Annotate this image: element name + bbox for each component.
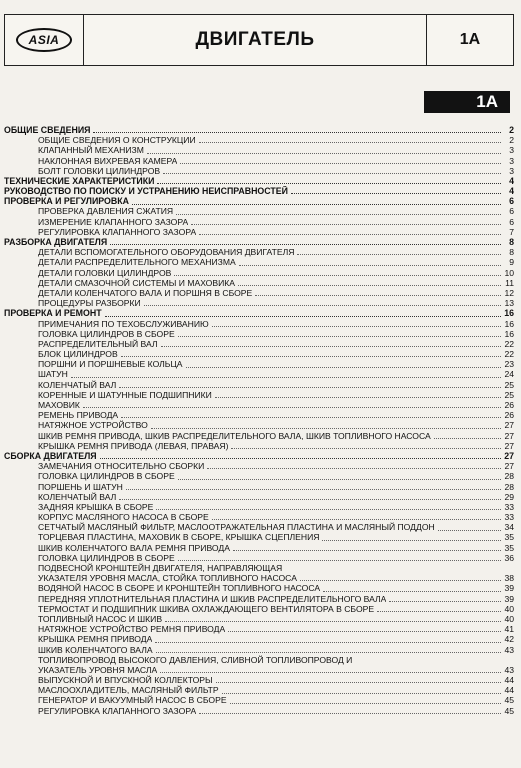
toc-entry-label: ШАТУН (38, 369, 68, 380)
dot-leader (297, 253, 501, 255)
dot-leader (157, 182, 501, 184)
toc-section-entry[interactable] (4, 196, 514, 206)
toc-page-number: 6 (509, 196, 514, 207)
toc-entry-label: НАТЯЖНОЕ УСТРОЙСТВО РЕМНЯ ПРИВОДА (38, 624, 226, 635)
toc-page-number: 8 (509, 247, 514, 258)
toc-page-number: 3 (509, 165, 514, 176)
toc-page-number: 7 (509, 226, 514, 237)
toc-entry-label: ТОПЛИВНЫЙ НАСОС И ШКИВ (38, 613, 163, 624)
toc-page-number: 40 (504, 603, 514, 614)
toc-page-number: 4 (509, 175, 514, 186)
toc-entry-label: СБОРКА ДВИГАТЕЛЯ (4, 450, 97, 461)
toc-entry[interactable] (4, 227, 514, 237)
toc-entry[interactable] (4, 441, 514, 451)
dot-leader (216, 681, 501, 683)
toc-entry[interactable] (4, 696, 514, 706)
dot-leader (222, 692, 501, 694)
toc-page-number: 35 (504, 532, 514, 543)
dot-leader (191, 223, 501, 225)
toc-entry[interactable] (4, 349, 514, 359)
dot-leader (438, 529, 501, 531)
toc-entry[interactable] (4, 502, 514, 512)
toc-entry-label: КРЫШКА РЕМНЯ ПРИВОДА (38, 634, 153, 645)
dot-leader (199, 233, 501, 235)
dot-leader (230, 702, 501, 704)
toc-entry[interactable] (4, 288, 514, 298)
toc-entry-label: КЛАПАННЫЙ МЕХАНИЗМ (38, 145, 144, 156)
toc-page-number: 6 (509, 216, 514, 227)
toc-page-number: 41 (504, 624, 514, 635)
dot-leader (176, 213, 501, 215)
toc-entry-label: РЕГУЛИРОВКА КЛАПАННОГО ЗАЗОРА (38, 226, 197, 237)
toc-entry-label: ДЕТАЛИ ВСПОМОГАТЕЛЬНОГО ОБОРУДОВАНИЯ ДВИГАТЕЛЯ (38, 247, 295, 258)
toc-page-number: 6 (509, 206, 514, 217)
toc-entry[interactable] (4, 573, 514, 583)
toc-page-number: 40 (504, 613, 514, 624)
dot-leader (212, 325, 501, 327)
toc-entry-label: УКАЗАТЕЛЯ УРОВНЯ МАСЛА, СТОЙКА ТОПЛИВНОГО НАСОСА (38, 573, 297, 584)
dot-leader (199, 141, 501, 143)
toc-page-number: 28 (504, 481, 514, 492)
toc-entry-label: ДЕТАЛИ КОЛЕНЧАТОГО ВАЛА И ПОРШНЯ В СБОРЕ (38, 287, 253, 298)
toc-page-number: 43 (504, 644, 514, 655)
toc-page-number: 45 (504, 705, 514, 716)
dot-leader (121, 355, 501, 357)
dot-leader (231, 447, 501, 449)
toc-page-number: 39 (504, 583, 514, 594)
toc-page-number: 26 (504, 410, 514, 421)
toc-entry-label: ПРОВЕРКА И РЕГУЛИРОВКА (4, 196, 129, 207)
toc-entry-label: КОЛЕНЧАТЫЙ ВАЛ (38, 491, 117, 502)
toc-entry[interactable] (4, 492, 514, 502)
toc-entry[interactable] (4, 268, 514, 278)
toc-page-number: 16 (504, 328, 514, 339)
toc-entry[interactable] (4, 543, 514, 553)
toc-entry[interactable] (4, 675, 514, 685)
toc-page-number: 44 (504, 675, 514, 686)
toc-entry[interactable] (4, 471, 514, 481)
toc-entry[interactable] (4, 380, 514, 390)
toc-entry[interactable] (4, 553, 514, 563)
toc-entry-label: МАСЛООХЛАДИТЕЛЬ, МАСЛЯНЫЙ ФИЛЬТР (38, 685, 219, 696)
dot-leader (228, 630, 501, 632)
dot-leader (180, 162, 501, 164)
dot-leader (144, 304, 501, 306)
toc-entry[interactable] (4, 461, 514, 471)
toc-entry-label: ТЕРМОСТАТ И ПОДШИПНИК ШКИВА ОХЛАЖДАЮЩЕГО ВЕНТИЛЯТОРА В СБОРЕ (38, 603, 375, 614)
toc-page-number: 3 (509, 155, 514, 166)
dot-leader (238, 284, 501, 286)
toc-entry-label: РАЗБОРКА ДВИГАТЕЛЯ (4, 237, 108, 248)
toc-page-number: 27 (504, 440, 514, 451)
dot-leader (155, 641, 501, 643)
toc-page-number: 22 (504, 338, 514, 349)
toc-entry[interactable] (4, 706, 514, 716)
toc-page-number: 35 (504, 542, 514, 553)
dot-leader (199, 712, 501, 714)
toc-entry[interactable] (4, 145, 514, 155)
dot-leader (389, 600, 501, 602)
dot-leader (71, 376, 501, 378)
dot-leader (100, 457, 501, 459)
toc-entry-label: ГОЛОВКА ЦИЛИНДРОВ В СБОРЕ (38, 328, 175, 339)
toc-page-number: 42 (504, 634, 514, 645)
toc-page-number: 4 (509, 186, 514, 197)
toc-section-entry[interactable] (4, 186, 514, 196)
toc-entry[interactable] (4, 420, 514, 430)
toc-entry-label: ПРОВЕРКА И РЕМОНТ (4, 308, 102, 319)
toc-page-number: 13 (504, 298, 514, 309)
toc-entry-label: УКАЗАТЕЛЬ УРОВНЯ МАСЛА (38, 664, 158, 675)
toc-page-number: 36 (504, 552, 514, 563)
toc-entry[interactable] (4, 634, 514, 644)
toc-entry-label: РАСПРЕДЕЛИТЕЛЬНЫЙ ВАЛ (38, 338, 158, 349)
logo-cell (5, 15, 84, 65)
toc-page-number: 33 (504, 512, 514, 523)
toc-entry[interactable] (4, 614, 514, 624)
toc-entry[interactable] (4, 624, 514, 634)
toc-entry[interactable] (4, 655, 514, 665)
dot-leader (207, 467, 501, 469)
toc-page-number: 39 (504, 593, 514, 604)
toc-entry-label: РУКОВОДСТВО ПО ПОИСКУ И УСТРАНЕНИЮ НЕИСПРАВНОСТЕЙ (4, 186, 288, 197)
toc-entry[interactable] (4, 604, 514, 614)
toc-entry-label: ТОПЛИВОПРОВОД ВЫСОКОГО ДАВЛЕНИЯ, СЛИВНОЙ ТОПЛИВОПРОВОД И (38, 654, 353, 665)
toc-entry-label: ЗАДНЯЯ КРЫШКА В СБОРЕ (38, 501, 154, 512)
toc-entry[interactable] (4, 166, 514, 176)
dot-leader (126, 488, 501, 490)
page-title: ДВИГАТЕЛЬ (84, 15, 427, 65)
toc-entry[interactable] (4, 339, 514, 349)
toc-page-number: 45 (504, 695, 514, 706)
toc-entry-label: ПОРШЕНЬ И ШАТУН (38, 481, 123, 492)
dot-leader (323, 590, 501, 592)
toc-page-number: 33 (504, 501, 514, 512)
dot-leader (119, 386, 501, 388)
toc-entry-label: ТОРЦЕВАЯ ПЛАСТИНА, МАХОВИК В СБОРЕ, КРЫШКА СЦЕПЛЕНИЯ (38, 532, 320, 543)
toc-entry-label: ДЕТАЛИ РАСПРЕДЕЛИТЕЛЬНОГО МЕХАНИЗМА (38, 257, 236, 268)
dot-leader (215, 396, 501, 398)
toc-page-number: 11 (505, 277, 514, 288)
toc-entry[interactable] (4, 298, 514, 308)
toc-entry[interactable] (4, 278, 514, 288)
toc-page-number: 2 (509, 135, 514, 146)
dot-leader (285, 570, 501, 571)
toc-entry-label: ЗАМЕЧАНИЯ ОТНОСИТЕЛЬНО СБОРКИ (38, 461, 205, 472)
toc-page-number: 28 (504, 471, 514, 482)
toc-entry-label: КРЫШКА РЕМНЯ ПРИВОДА (ЛЕВАЯ, ПРАВАЯ) (38, 440, 229, 451)
toc-entry[interactable] (4, 359, 514, 369)
toc-entry-label: ПРОЦЕДУРЫ РАЗБОРКИ (38, 298, 141, 309)
toc-page-number: 2 (509, 124, 514, 135)
toc-section-entry[interactable] (4, 237, 514, 247)
toc-entry-label: ПРОВЕРКА ДАВЛЕНИЯ СЖАТИЯ (38, 206, 174, 217)
dot-leader (147, 152, 501, 154)
dot-leader (119, 498, 501, 500)
section-code: 1A (459, 31, 481, 48)
dot-leader (212, 518, 501, 520)
toc-page-number: 27 (504, 430, 514, 441)
dot-leader (322, 539, 501, 541)
toc-page-number: 8 (509, 237, 514, 248)
toc-page-number: 27 (504, 461, 514, 472)
toc-page-number: 25 (504, 379, 514, 390)
dot-leader (165, 620, 501, 622)
dot-leader (178, 559, 501, 561)
toc-page-number: 27 (504, 450, 514, 461)
toc-entry[interactable] (4, 390, 514, 400)
dot-leader (300, 579, 501, 581)
toc-entry-label: ПОРШНИ И ПОРШНЕВЫЕ КОЛЬЦА (38, 359, 183, 370)
toc-page-number: 25 (504, 389, 514, 400)
toc-entry-label: ГЕНЕРАТОР И ВАКУУМНЫЙ НАСОС В СБОРЕ (38, 695, 227, 706)
toc-entry[interactable] (4, 563, 514, 573)
toc-entry-label: КОЛЕНЧАТЫЙ ВАЛ (38, 379, 117, 390)
dot-leader (161, 345, 501, 347)
toc-entry-label: БЛОК ЦИЛИНДРОВ (38, 349, 118, 360)
dot-leader (160, 671, 501, 673)
toc-page-number: 12 (504, 287, 514, 298)
toc-entry-label: ОБЩИЕ СВЕДЕНИЯ (4, 124, 91, 135)
toc-entry[interactable] (4, 400, 514, 410)
dot-leader (186, 366, 501, 368)
toc-entry[interactable] (4, 431, 514, 441)
toc-page-number: 26 (504, 400, 514, 411)
dot-leader (255, 294, 501, 296)
toc-entry-label: МАХОВИК (38, 400, 80, 411)
toc-entry[interactable] (4, 410, 514, 420)
toc-page-number: 43 (504, 664, 514, 675)
dot-leader (110, 243, 501, 245)
toc-page-number: 38 (504, 573, 514, 584)
toc-entry[interactable] (4, 665, 514, 675)
dot-leader (434, 437, 501, 439)
toc-page-number: 44 (504, 685, 514, 696)
toc-page-number: 9 (509, 257, 514, 268)
dot-leader (156, 651, 501, 653)
toc-entry-label: ШКИВ КОЛЕНЧАТОГО ВАЛА (38, 644, 153, 655)
toc-section-entry[interactable] (4, 451, 514, 461)
toc-entry[interactable] (4, 319, 514, 329)
toc-entry-label: БОЛТ ГОЛОВКИ ЦИЛИНДРОВ (38, 165, 161, 176)
toc-page-number: 34 (504, 522, 514, 533)
toc-section-entry[interactable] (4, 308, 514, 318)
toc-entry-label: ГОЛОВКА ЦИЛИНДРОВ В СБОРЕ (38, 471, 175, 482)
dot-leader (291, 192, 501, 194)
toc-entry[interactable] (4, 217, 514, 227)
toc-entry-label: ШКИВ РЕМНЯ ПРИВОДА, ШКИВ РАСПРЕДЕЛИТЕЛЬНОГО ВАЛА, ШКИВ ТОПЛИВНОГО НАСОСА (38, 430, 431, 441)
dot-leader (83, 406, 501, 408)
toc-entry-label: ГОЛОВКА ЦИЛИНДРОВ В СБОРЕ (38, 552, 175, 563)
toc-entry-label: ПОДВЕСНОЙ КРОНШТЕЙН ДВИГАТЕЛЯ, НАПРАВЛЯЮЩАЯ (38, 563, 283, 574)
toc-entry-label: ИЗМЕРЕНИЕ КЛАПАННОГО ЗАЗОРА (38, 216, 189, 227)
toc-entry[interactable] (4, 370, 514, 380)
toc-entry[interactable] (4, 512, 514, 522)
toc-entry[interactable] (4, 329, 514, 339)
toc-entry-label: СЕТЧАТЫЙ МАСЛЯНЫЙ ФИЛЬТР, МАСЛООТРАЖАТЕЛЬНАЯ ПЛАСТИНА И МАСЛЯНЫЙ ПОДДОН (38, 522, 435, 533)
toc-section-entry[interactable] (4, 176, 514, 186)
toc-entry[interactable] (4, 257, 514, 267)
toc-entry[interactable] (4, 135, 514, 145)
toc-entry-label: ДЕТАЛИ СМАЗОЧНОЙ СИСТЕМЫ И МАХОВИКА (38, 277, 235, 288)
toc-entry-label: ВОДЯНОЙ НАСОС В СБОРЕ И КРОНШТЕЙН ТОПЛИВНОГО НАСОСА (38, 583, 321, 594)
toc-entry-label: НАКЛОННАЯ ВИХРЕВАЯ КАМЕРА (38, 155, 178, 166)
dot-leader (151, 427, 501, 429)
toc-entry[interactable] (4, 482, 514, 492)
toc-section-entry[interactable] (4, 125, 514, 135)
toc-page-number: 27 (504, 420, 514, 431)
toc-entry-label: ШКИВ КОЛЕНЧАТОГО ВАЛА РЕМНЯ ПРИВОДА (38, 542, 230, 553)
dot-leader (178, 478, 501, 480)
dot-leader (355, 662, 501, 663)
toc-entry-label: ПЕРЕДНЯЯ УПЛОТНИТЕЛЬНАЯ ПЛАСТИНА И ШКИВ РАСПРЕДЕЛИТЕЛЬНОГО ВАЛА (38, 593, 387, 604)
dot-leader (178, 335, 501, 337)
toc-entry[interactable] (4, 685, 514, 695)
dot-leader (233, 549, 501, 551)
toc-entry-label: РЕГУЛИРОВКА КЛАПАННОГО ЗАЗОРА (38, 705, 197, 716)
section-tab-badge: 1A (424, 91, 510, 113)
toc-entry-label: ПРИМЕЧАНИЯ ПО ТЕХОБСЛУЖИВАНИЮ (38, 318, 209, 329)
toc-entry[interactable] (4, 247, 514, 257)
toc-entry-label: НАТЯЖНОЕ УСТРОЙСТВО (38, 420, 148, 431)
toc-entry[interactable] (4, 533, 514, 543)
dot-leader (377, 610, 501, 612)
page-header (4, 14, 514, 66)
toc-entry[interactable] (4, 645, 514, 655)
toc-entry-label: КОРЕННЫЕ И ШАТУННЫЕ ПОДШИПНИКИ (38, 389, 212, 400)
dot-leader (239, 264, 501, 266)
dot-leader (163, 172, 501, 174)
toc-entry[interactable] (4, 156, 514, 166)
toc-page-number: 23 (504, 359, 514, 370)
toc-page-number: 29 (504, 491, 514, 502)
toc-page-number: 24 (504, 369, 514, 380)
toc-entry-label: ОБЩИЕ СВЕДЕНИЯ О КОНСТРУКЦИИ (38, 135, 196, 146)
dot-leader (105, 315, 501, 317)
toc-entry[interactable] (4, 583, 514, 593)
toc-page-number: 10 (504, 267, 514, 278)
toc-entry[interactable] (4, 207, 514, 217)
toc-entry-label: КОРПУС МАСЛЯНОГО НАСОСА В СБОРЕ (38, 512, 209, 523)
toc-entry[interactable] (4, 522, 514, 532)
dot-leader (121, 416, 501, 418)
toc-page-number: 16 (504, 318, 514, 329)
toc-page-number: 22 (504, 349, 514, 360)
dot-leader (93, 131, 501, 133)
dot-leader (132, 203, 501, 205)
toc-entry-label: РЕМЕНЬ ПРИВОДА (38, 410, 119, 421)
toc-entry-label: ВЫПУСКНОЙ И ВПУСКНОЙ КОЛЛЕКТОРЫ (38, 675, 213, 686)
toc-entry-label: ТЕХНИЧЕСКИЕ ХАРАКТЕРИСТИКИ (4, 175, 155, 186)
dot-leader (174, 274, 501, 276)
toc-page-number: 16 (504, 308, 514, 319)
asia-logo: ASIA (16, 28, 72, 52)
toc-entry[interactable] (4, 594, 514, 604)
table-of-contents (4, 125, 514, 716)
dot-leader (156, 508, 501, 510)
toc-page-number: 3 (509, 145, 514, 156)
toc-entry-label: ДЕТАЛИ ГОЛОВКИ ЦИЛИНДРОВ (38, 267, 172, 278)
